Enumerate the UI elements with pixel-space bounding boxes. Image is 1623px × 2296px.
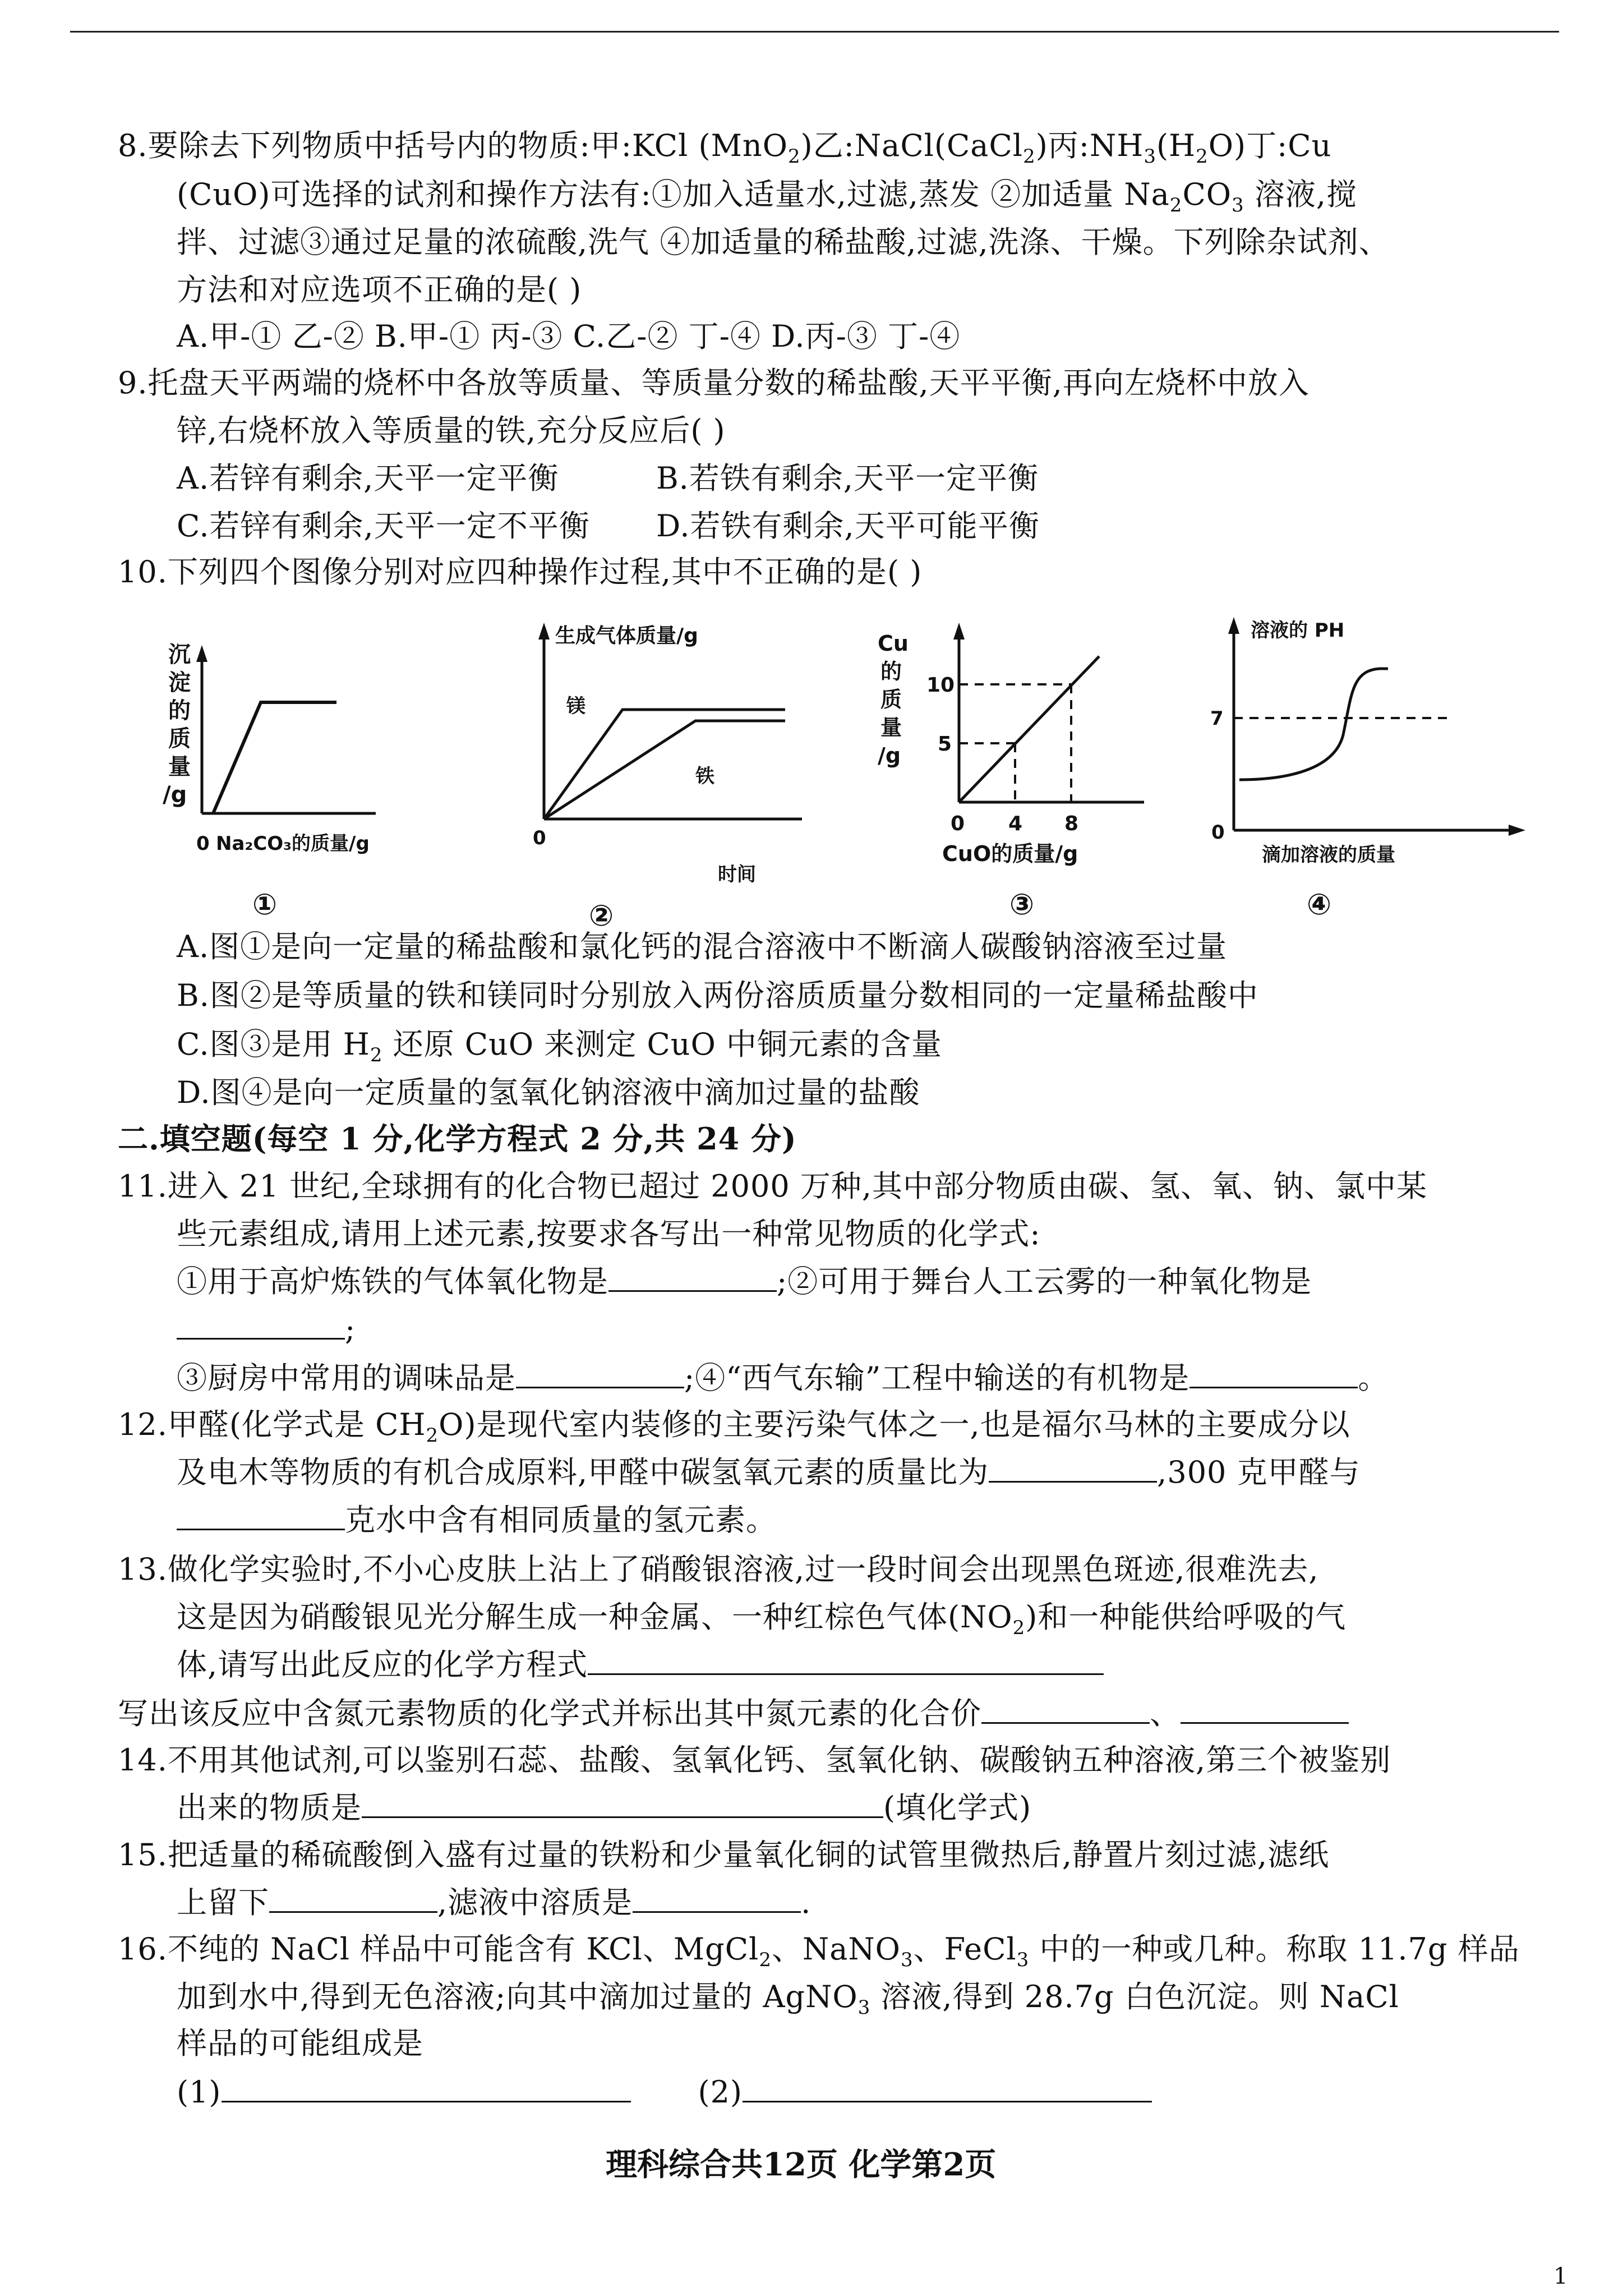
page-footer: 理科综合共12页 化学第2页 [606,2146,997,2183]
header-rule [70,31,1559,33]
chart1-origin: 0 [196,832,210,855]
q14-line1: 14.不用其他试剂,可以鉴别石蕊、盐酸、氢氧化钙、氢氧化钠、碳酸钠五种溶液,第三个被鉴别 [118,1742,1391,1778]
q10-option-a: A.图①是向一定量的稀盐酸和氯化钙的混合溶液中不断滴人碳酸钠溶液至过量 [177,929,1228,964]
chart4-origin: 0 [1211,821,1225,844]
chart3-xlabel: CuO的质量/g [942,841,1078,866]
chart1-ylabel-2: 淀 [168,670,191,696]
chart1-curve [213,702,336,813]
chart4-xlabel: 滴加溶液的质量 [1262,844,1395,866]
q11-blank-3[interactable] [516,1360,684,1388]
q9-option-d: D.若铁有剩余,天平可能平衡 [656,508,1040,544]
q8-line1: 8.要除去下列物质中括号内的物质:甲:KCl (MnO$_2$)乙:NaCl(CaCl$_2$)丙$:NH_3(H_2O)$丁:Cu [118,128,1332,168]
q15-line2: 上留下 ,滤液中溶质是 . [177,1885,811,1920]
chart4-curve [1239,669,1388,780]
chart4-ylabel: 溶液的 PH [1251,619,1345,642]
chart1-number: ① [252,888,278,922]
chart2-line-top-label: 镁 [566,695,585,717]
q13-line4: 写出该反应中含氮元素物质的化学式并标出其中氮元素的化合价 、 [118,1694,1349,1733]
chart3-tick-8: 8 [1064,812,1079,835]
q9-line2: 锌,右烧杯放入等质量的铁,充分反应后( ) [177,413,726,448]
chart2-ylabel: 生成气体质量/g [555,624,698,647]
section-2-title: 二.填空题(每空 1 分,化学方程式 2 分,共 24 分) [118,1121,797,1157]
chart1-ylabel-1: 沉 [168,642,191,668]
q11-blank-1[interactable] [608,1263,777,1292]
chart3-tick-4: 4 [1008,812,1023,835]
q13-line3: 体,请写出此反应的化学方程式 [177,1645,1104,1685]
chart3-ylabel-5: /g [878,743,901,768]
chart-3 [875,623,1166,939]
chart3-origin: 0 [951,812,965,835]
chart3-ylabel-2: 的 [880,659,902,684]
q12-line2: 及电木等物质的有机合成原料,甲醛中碳氢氧元素的质量比为 ,300 克甲醛与 [177,1455,1361,1490]
chart4-y-arrow [1228,617,1239,634]
chart1-xlabel: Na₂CO₃的质量/g [216,832,370,855]
chart3-number: ③ [1009,888,1035,922]
chart3-tick-10: 10 [926,674,955,697]
q9-option-a: A.若锌有剩余,天平一定平衡 [177,461,559,496]
chart1-ylabel-6: /g [163,782,187,808]
chart3-ylabel-4: 量 [880,715,902,740]
q15-blank-1[interactable] [269,1884,437,1913]
q10-option-d: D.图④是向一定质量的氢氧化钠溶液中滴加过量的盐酸 [177,1075,920,1110]
q16-line3: 样品的可能组成是 [177,2026,423,2061]
q14-line2: 出来的物质是 (填化学式) [177,1790,1032,1825]
q9-line1: 9.托盘天平两端的烧杯中各放等质量、等质量分数的稀盐酸,天平平衡,再向左烧杯中放入 [118,365,1310,401]
chart2-origin: 0 [533,827,546,849]
chart-4 [1200,606,1537,922]
q15-blank-2[interactable] [633,1884,801,1913]
q11-blank-2[interactable] [177,1311,345,1340]
q16-blank-1[interactable] [222,2074,631,2102]
chart2-line-bottom-label: 铁 [695,765,714,788]
chart3-ylabel-3: 质 [880,687,902,712]
q12-line3: 克水中含有相同质量的氢元素。 [177,1501,777,1540]
chart4-number: ④ [1307,888,1332,922]
q16-line2: 加到水中,得到无色溶液;向其中滴加过量的 AgNO$_3$ 溶液,得到 28.7g 白色沉淀。则 NaCl [177,1979,1399,2019]
q16-line1: 16.不纯的 NaCl 样品中可能含有 KCl、MgCl$_2$、NaNO$_3$、FeCl$_3$ 中的一种或几种。称取 11.7g 样品 [118,1931,1520,1971]
chart2-number: ② [589,899,614,933]
q8-line2: (CuO)可选择的试剂和操作方法有:①加入适量水,过滤,蒸发 ②加适量 $Na_2CO_3$ 溶液,搅 [177,177,1358,217]
chart3-ylabel-1: Cu [878,631,909,656]
q8-line3: 拌、过滤③通过足量的浓硫酸,洗气 ④加适量的稀盐酸,过滤,洗涤、干燥。下列除杂试剂、 [177,224,1390,260]
page-number: 1 [1553,2263,1568,2289]
q11-line3: ①用于高炉炼铁的气体氧化物是 ;②可用于舞台人工云雾的一种氧化物是 [177,1264,1312,1299]
q12-line1: 12.甲醛(化学式是 $CH_2O$)是现代室内装修的主要污染气体之一,也是福尔马林的主要成分以 [118,1407,1350,1447]
q16-blank-2[interactable] [743,2074,1152,2102]
chart3-tick-5: 5 [938,733,952,756]
chart1-ylabel-5: 量 [168,754,191,780]
q9-option-c: C.若锌有剩余,天平一定不平衡 [177,508,590,544]
chart1-ylabel-3: 的 [168,698,191,724]
q10-stem: 10.下列四个图像分别对应四种操作过程,其中不正确的是( ) [118,554,923,590]
q11-line4: ; [177,1310,356,1349]
q12-blank-1[interactable] [989,1454,1157,1483]
q13-line1: 13.做化学实验时,不小心皮肤上沾上了硝酸银溶液,过一段时间会出现黑色斑迹,很难洗去, [118,1552,1319,1587]
chart1-ylabel-4: 质 [168,726,191,752]
q11-line1: 11.进入 21 世纪,全球拥有的化合物已超过 2000 万种,其中部分物质由碳、氢、氧、钠、氯中某 [118,1168,1428,1204]
q8-options: A.甲-① 乙-② B.甲-① 丙-③ C.乙-② 丁-④ D.丙-③ 丁-④ [177,319,961,354]
chart4-tick-7: 7 [1210,707,1224,730]
q13-blank-equation[interactable] [588,1646,1104,1675]
chart2-line-top [544,710,785,819]
chart4-x-arrow [1509,825,1525,836]
chart-1 [151,639,387,922]
q8-line4: 方法和对应选项不正确的是( ) [177,272,582,307]
q14-blank[interactable] [362,1789,883,1818]
chart1-y-arrow [196,645,208,662]
q16-line4: (1) (2) [177,2073,1152,2112]
q13-blank-2[interactable] [981,1695,1150,1724]
chart2-y-arrow [538,623,550,639]
q12-blank-2[interactable] [177,1502,345,1530]
q15-line1: 15.把适量的稀硫酸倒入盛有过量的铁粉和少量氧化铜的试管里微热后,静置片刻过滤,滤纸 [118,1837,1330,1872]
chart2-xlabel: 时间 [718,863,756,886]
q13-line2: 这是因为硝酸银见光分解生成一种金属、一种红棕色气体$(NO_2)$和一种能供给呼吸的气 [177,1599,1347,1639]
q10-option-c: C.图③是用 $H_2$ 还原 CuO 来测定 CuO 中铜元素的含量 [177,1027,943,1066]
q11-blank-4[interactable] [1189,1360,1358,1388]
q9-option-b: B.若铁有剩余,天平一定平衡 [656,461,1039,496]
chart-2 [522,617,813,933]
q10-option-b: B.图②是等质量的铁和镁同时分别放入两份溶质质量分数相同的一定量稀盐酸中 [177,978,1258,1013]
q11-line5: ③厨房中常用的调味品是 ;④“西气东输”工程中输送的有机物是 。 [177,1360,1389,1396]
chart3-y-arrow [953,623,965,639]
chart3-line [959,656,1099,802]
q11-line2: 些元素组成,请用上述元素,按要求各写出一种常见物质的化学式: [177,1216,1041,1251]
q13-blank-3[interactable] [1181,1695,1349,1724]
